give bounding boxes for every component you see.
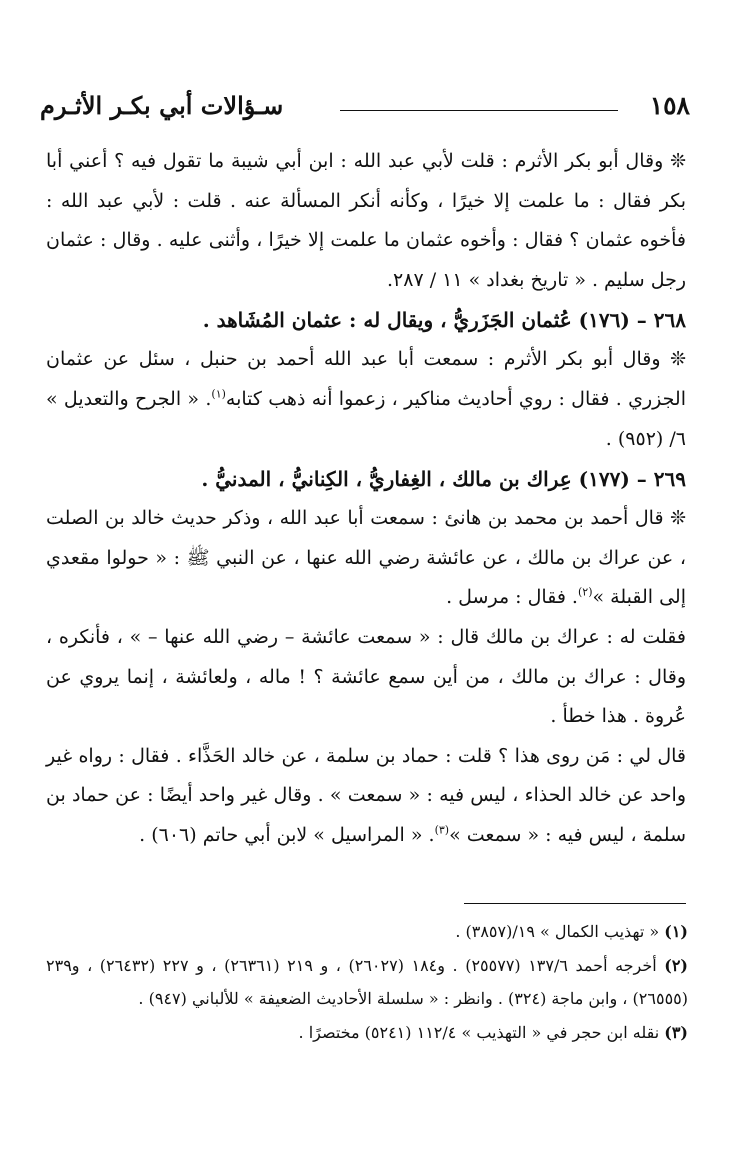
- footnote-2: [46, 949, 688, 1016]
- paragraph-irak-objection: فقلت له : عراك بن مالك قال : « سمعت عائشة – رضي الله عنها – » ، فأنكره ، وقال : عراك بن مالك ، من أين سمع عائشة ؟ ! ماله ، ولعائشة ، إنما يروي عن عُروة . هذا خطأ .: [46, 625, 686, 728]
- page-header: [40, 88, 690, 128]
- paragraph-text-tail: . « المراسيل » لابن أبي حاتم (٦٠٦) .: [139, 823, 435, 846]
- footnote-label: (١): [664, 922, 688, 941]
- footnotes: [46, 915, 688, 1049]
- paragraph-text: قال لي : مَن روى هذا ؟ قلت : حماد بن سلمة ، عن خالد الحَذَّاء . فقال : رواه غير واحد عن خالد الحذاء ، ليس فيه : « سمعت » . وقال غير واحد أيضًا : عن حماد بن سلمة ، ليس فيه : « سمعت »: [46, 744, 686, 846]
- paragraph-hammad-narration: [46, 737, 686, 856]
- paragraph-uthman-jazari: [46, 340, 686, 459]
- main-text: [46, 142, 686, 856]
- running-title: سـؤالات أبي بكـر الأثـرم: [40, 91, 284, 120]
- footnote-3: [46, 1016, 688, 1050]
- footnote-text: أخرجه أحمد ١٣٧/٦ (٢٥٥٧٧) . و١٨٤ (٢٦٠٢٧) ، و ٢١٩ (٢٦٣٦١) ، و ٢٢٧ (٢٦٤٣٢) ، و٢٣٩ (٢٦٥٥٥) ، وابن ماجة (٣٢٤) . وانظر : « سلسلة الأحاديث الضعيفة » للألباني (٩٤٧) .: [46, 955, 688, 1009]
- footnote-label: (٣): [664, 1022, 688, 1042]
- footnote-ref-1[interactable]: (١): [211, 387, 226, 401]
- paragraph-text: ❊ وقال أبو بكر الأثرم : سمعت أبا عبد الله أحمد بن حنبل ، سئل عن عثمان الجزري . فقال : روي أحاديث مناكير ، زعموا أنه ذهب كتابه: [46, 348, 686, 410]
- footnote-1: [46, 915, 688, 949]
- paragraph-irak-hadith: [46, 499, 686, 618]
- entry-heading-268: ٢٦٨ – (١٧٦) عُثمان الجَزَريُّ ، ويقال له : عثمان المُشَاهد .: [202, 308, 686, 333]
- footnote-label: (٢): [664, 955, 688, 975]
- paragraph-athram-ibn-abi-shaybah: ❊ وقال أبو بكر الأثرم : قلت لأبي عبد الله : ابن أبي شيبة ما تقول فيه ؟ أعني أبا بكر فقال : ما علمت إلا خيرًا ، وكأنه أنكر المسألة عنه . قلت : لأبي عبد الله : فأخوه عثمان ؟ فقال : وأخوه عثمان ما علمت إلا خيرًا ، وأثنى عليه . وقال : عثمان رجل سليم . « تاريخ بغداد » ١١ / ٢٨٧.: [46, 150, 686, 291]
- footnote-separator: [464, 903, 686, 904]
- paragraph-text: ❊ قال أحمد بن محمد بن هانئ : سمعت أبا عبد الله ، وذكر حديث خالد بن الصلت ، عن عراك بن مالك ، عن عائشة رضي الله عنها ، عن النبي ﷺ : « حولوا مقعدي إلى القبلة »: [46, 507, 686, 609]
- footnote-text: « تهذيب الكمال » ١٩/(٣٨٥٧) .: [455, 922, 665, 941]
- page-number: ١٥٨: [649, 91, 690, 120]
- paragraph-text-tail: . « الجرح والتعديل » ٦/ (٩٥٢) .: [46, 387, 686, 450]
- entry-heading-269: ٢٦٩ – (١٧٧) عِراك بن مالك ، الغِفاريُّ ، الكِنانيُّ ، المدنيُّ .: [201, 467, 686, 492]
- footnote-ref-3[interactable]: (٣): [434, 823, 450, 837]
- paragraph-text-tail: . فقال : مرسل .: [446, 586, 578, 609]
- footnote-text: نقله ابن حجر في « التهذيب » ١١٢/٤ (٥٢٤١) مختصرًا .: [298, 1022, 665, 1042]
- header-rule: [340, 110, 618, 111]
- footnote-ref-2[interactable]: (٢): [577, 586, 593, 600]
